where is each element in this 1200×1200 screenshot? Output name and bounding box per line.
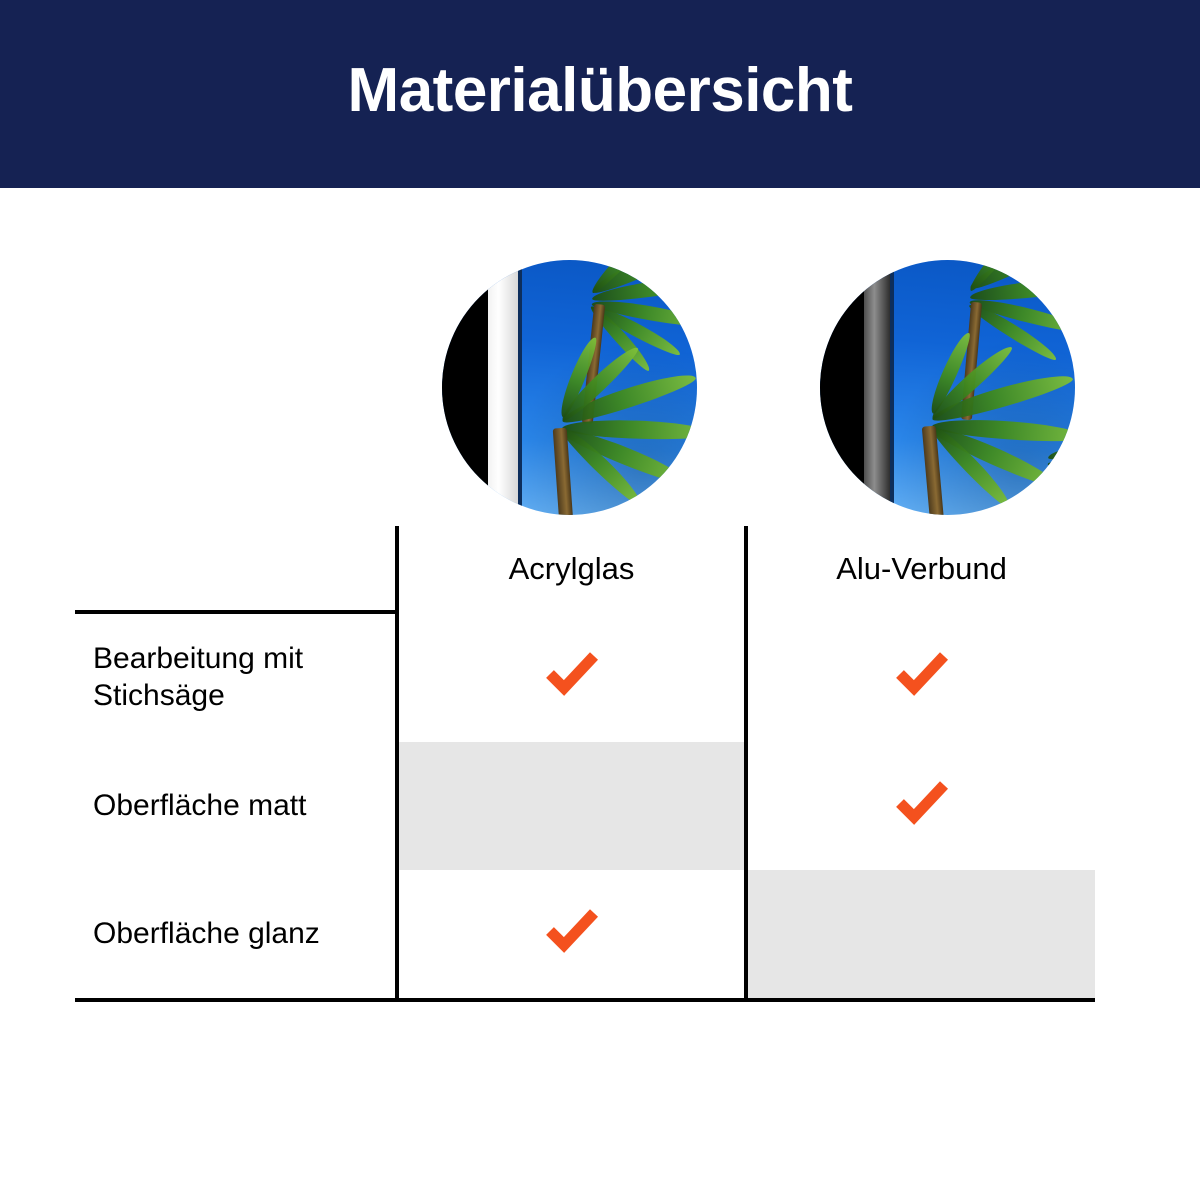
content-area [0,188,1200,1200]
cell-glanz-acrylglas [397,870,746,1000]
sample-edge-acrylic [488,260,518,515]
check-icon [895,775,949,829]
table-row [75,870,1095,1000]
material-samples [0,260,1200,520]
sample-edge-line [890,260,894,515]
table-header-acrylglas: Acrylglas [397,526,746,612]
sample-edge-line [518,260,522,515]
sample-edge-aluminium [864,260,890,515]
table-header-empty [75,526,397,612]
check-icon [895,646,949,700]
page-header [0,0,1200,188]
alu-verbund-sample [820,260,1075,515]
cell-matt-alu-verbund [746,742,1095,870]
cell-matt-acrylglas [397,742,746,870]
row-label-bearbeitung: Bearbeitung mit Stichsäge [93,642,304,712]
cell-bearbeitung-acrylglas [397,612,746,742]
material-comparison-table [75,526,1095,1002]
check-icon [545,646,599,700]
row-label-oberflaeche-matt: Oberfläche matt [93,788,307,822]
table-row [75,612,1095,742]
acrylglas-sample [442,260,697,515]
row-label-oberflaeche-glanz: Oberfläche glanz [75,870,397,1000]
table-row [75,742,1095,870]
check-icon [545,903,599,957]
cell-bearbeitung-alu-verbund [746,612,1095,742]
table-header-alu-verbund: Alu-Verbund [746,526,1095,612]
page-title: Materialübersicht [347,56,853,125]
sample-edge-black [442,260,488,515]
cell-glanz-alu-verbund [746,870,1095,1000]
table-header-row [75,526,1095,612]
sample-edge-black [820,260,864,515]
